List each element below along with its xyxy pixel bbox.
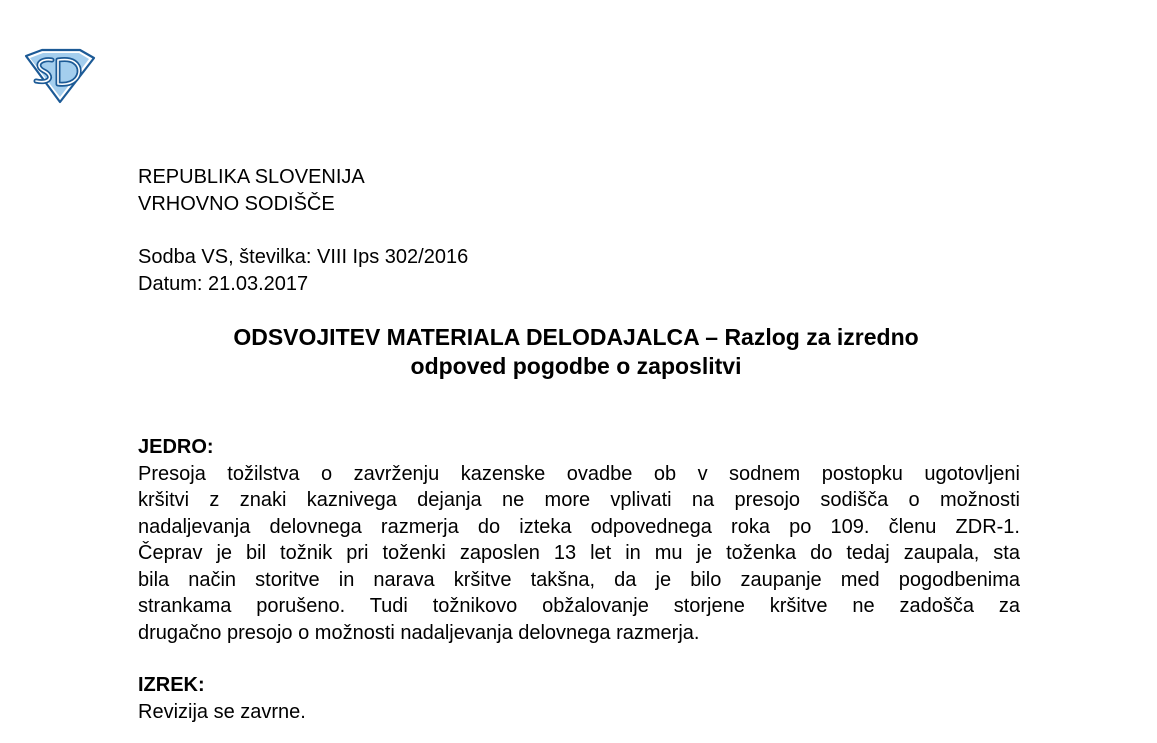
jedro-heading: JEDRO: bbox=[138, 436, 214, 458]
header-court: VRHOVNO SODIŠČE bbox=[138, 192, 335, 215]
jedro-line: Čeprav je bil tožnik pri toženki zaposlen 13 let in mu je toženka do tedaj zaupala, sta bbox=[138, 542, 1020, 564]
document-body bbox=[138, 164, 1020, 725]
jedro-paragraph bbox=[138, 461, 1020, 647]
title-line-2: odpoved pogodbe o zaposlitvi bbox=[410, 353, 742, 379]
jedro-line: drugačno presojo o možnosti nadaljevanja delovnega razmerja. bbox=[138, 621, 700, 644]
izrek-text: Revizija se zavrne. bbox=[138, 700, 306, 723]
jedro-line: bila način storitve in narava kršitve takšna, da je bilo zaupanje med pogodbenima bbox=[138, 568, 1020, 591]
jedro-line: kršitvi z znaki kaznivega dejanja ne more vplivati na presojo sodišča o možnosti bbox=[138, 489, 1020, 511]
document-title bbox=[132, 323, 1020, 381]
header-country: REPUBLIKA SLOVENIJA bbox=[138, 166, 365, 188]
jedro-line: Presoja tožilstva o zavrženju kazenske ovadbe ob v sodnem postopku ugotovljeni bbox=[138, 462, 1020, 485]
jedro-line: nadaljevanja delovnega razmerja do izteka odpovednega roka po 109. členu ZDR-1. bbox=[138, 515, 1020, 538]
jedro-line: strankama porušeno. Tudi tožnikovo obžalovanje storjene kršitve ne zadošča za bbox=[138, 595, 1020, 617]
case-number: Sodba VS, številka: VIII Ips 302/2016 bbox=[138, 246, 469, 268]
court-logo-icon bbox=[22, 46, 96, 104]
case-date: Datum: 21.03.2017 bbox=[138, 272, 309, 295]
spacer bbox=[138, 217, 1020, 244]
izrek-heading: IZREK: bbox=[138, 674, 205, 696]
title-line-1: ODSVOJITEV MATERIALA DELODAJALCA – Razlog za izredno bbox=[233, 324, 919, 350]
